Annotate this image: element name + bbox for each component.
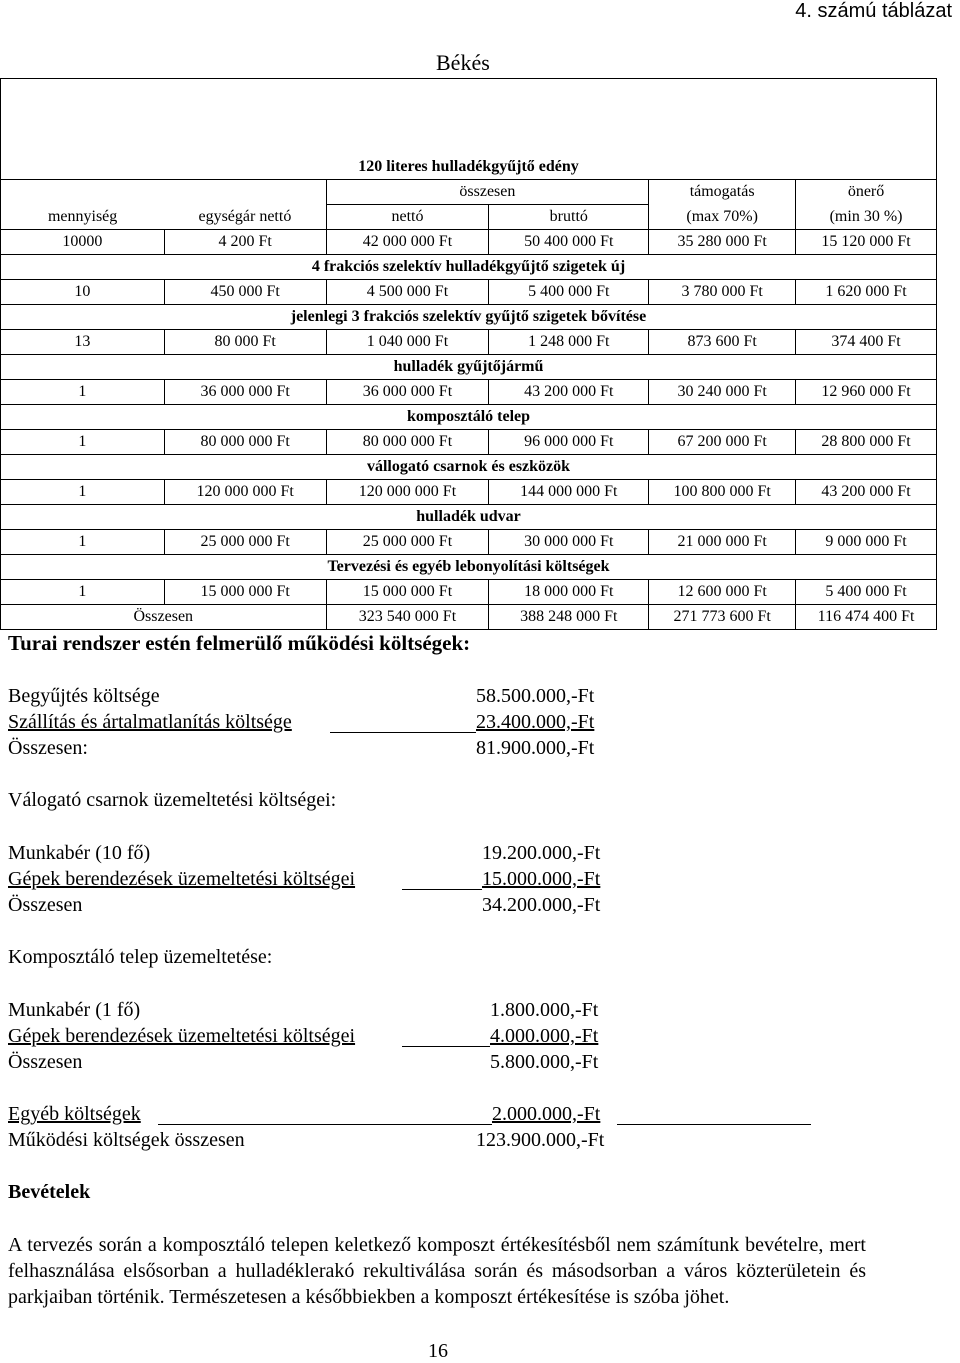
- col-netto: nettó: [326, 205, 489, 230]
- cost-value: 2.000.000,-Ft: [492, 1103, 601, 1125]
- table-row: 10 450 000 Ft 4 500 000 Ft 5 400 000 Ft 3 780 000 Ft 1 620 000 Ft: [1, 280, 937, 305]
- table-row: 1 15 000 000 Ft 15 000 000 Ft 18 000 000 Ft 12 600 000 Ft 5 400 000 Ft: [1, 580, 937, 605]
- page-number: 16: [428, 1340, 448, 1362]
- income-heading: Bevételek: [8, 1181, 91, 1203]
- cost-label: Összesen:: [8, 737, 88, 759]
- header-onero: önerő: [796, 180, 937, 205]
- group-title: Válogató csarnok üzemeltetési költségei:: [8, 789, 337, 811]
- cost-value: 19.200.000,-Ft: [482, 842, 601, 864]
- total-row: Összesen 323 540 000 Ft 388 248 000 Ft 271 773 600 Ft 116 474 400 Ft: [1, 605, 937, 630]
- section-title: 4 frakciós szelektív hulladékgyűjtő szigetek új: [1, 255, 937, 280]
- section-title: hulladék udvar: [1, 505, 937, 530]
- cost-label: Gépek berendezések üzemeltetési költségei: [8, 1025, 356, 1047]
- cost-label: Működési költségek összesen: [8, 1129, 245, 1151]
- table-number-label: 4. számú táblázat: [795, 0, 952, 22]
- table-row: 13 80 000 Ft 1 040 000 Ft 1 248 000 Ft 873 600 Ft 374 400 Ft: [1, 330, 937, 355]
- income-paragraph: A tervezés során a komposztáló telepen keletkező komposzt értékesítésből nem számítunk bevételre, mert felhasználása elsősorban a hulladéklerakó rekultiválása során és másodsorban a város közterületein és parkjaiban történik. Természetesen a későbbiekben a komposzt értékesítése is szóba jöhet.: [8, 1234, 866, 1308]
- cost-value: 15.000.000,-Ft: [482, 868, 601, 890]
- section-title: komposztáló telep: [1, 405, 937, 430]
- cost-label: Egyéb költségek: [8, 1103, 141, 1125]
- table-row: 1 120 000 000 Ft 120 000 000 Ft 144 000 000 Ft 100 800 000 Ft 43 200 000 Ft: [1, 480, 937, 505]
- table-row: 1 36 000 000 Ft 36 000 000 Ft 43 200 000 Ft 30 240 000 Ft 12 960 000 Ft: [1, 380, 937, 405]
- cost-value: 5.800.000,-Ft: [490, 1051, 599, 1073]
- cost-value: 123.900.000,-Ft: [476, 1129, 605, 1151]
- table-title: 120 literes hulladékgyűjtő edény: [1, 153, 937, 180]
- table-row: 1 25 000 000 Ft 25 000 000 Ft 30 000 000 Ft 21 000 000 Ft 9 000 000 Ft: [1, 530, 937, 555]
- operating-costs-heading: Turai rendszer estén felmerülő működési költségek:: [8, 631, 471, 655]
- cost-value: 1.800.000,-Ft: [490, 999, 599, 1021]
- section-title: hulladék gyűjtőjármű: [1, 355, 937, 380]
- header-osszesen: összesen: [326, 180, 649, 205]
- col-mennyiseg: mennyiség: [1, 205, 165, 230]
- col-brutto: bruttó: [489, 205, 649, 230]
- table-top-space: [1, 79, 937, 154]
- col-min30: (min 30 %): [796, 205, 937, 230]
- cost-value: 23.400.000,-Ft: [476, 711, 595, 733]
- table-row: 1 80 000 000 Ft 80 000 000 Ft 96 000 000 Ft 67 200 000 Ft 28 800 000 Ft: [1, 430, 937, 455]
- cost-label: Gépek berendezések üzemeltetési költségei: [8, 868, 356, 890]
- section-title: jelenlegi 3 frakciós szelektív gyűjtő szigetek bővítése: [1, 305, 937, 330]
- cost-label: Munkabér (1 fő): [8, 999, 141, 1021]
- region-title: Békés: [436, 50, 490, 75]
- cost-table: [0, 78, 937, 630]
- cost-label: Munkabér (10 fő): [8, 842, 151, 864]
- cost-label: Összesen: [8, 894, 83, 916]
- col-max70: (max 70%): [649, 205, 796, 230]
- col-egysegar: egységár nettó: [164, 205, 326, 230]
- section-title: Tervezési és egyéb lebonyolítási költségek: [1, 555, 937, 580]
- cost-label: Szállítás és ártalmatlanítás költsége: [8, 711, 292, 733]
- cost-value: 34.200.000,-Ft: [482, 894, 601, 916]
- table-row: 10000 4 200 Ft 42 000 000 Ft 50 400 000 Ft 35 280 000 Ft 15 120 000 Ft: [1, 230, 937, 255]
- cost-value: 81.900.000,-Ft: [476, 737, 595, 759]
- header-tamogatas: támogatás: [649, 180, 796, 205]
- section-title: vállogató csarnok és eszközök: [1, 455, 937, 480]
- cost-value: 4.000.000,-Ft: [490, 1025, 599, 1047]
- cost-label: Begyűjtés költsége: [8, 685, 160, 707]
- cost-value: 58.500.000,-Ft: [476, 685, 595, 707]
- cost-label: Összesen: [8, 1051, 83, 1073]
- group-title: Komposztáló telep üzemeltetése:: [8, 946, 273, 968]
